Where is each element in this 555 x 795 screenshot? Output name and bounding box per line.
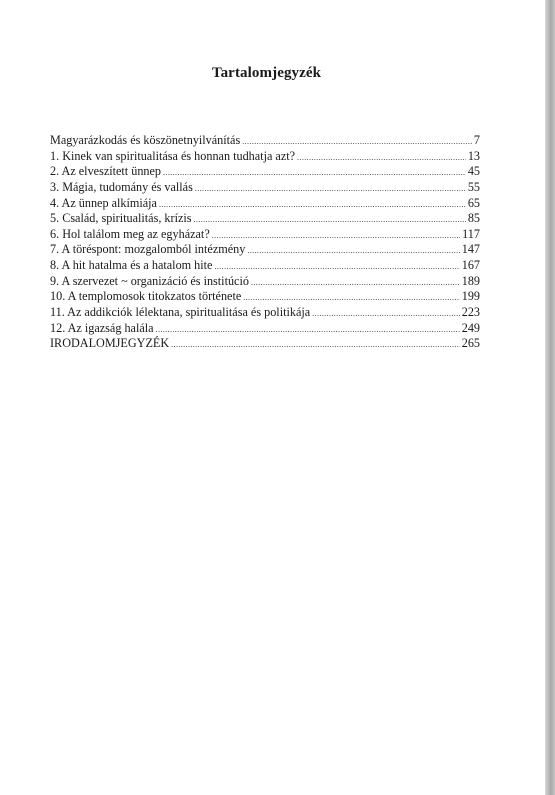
toc-entry xyxy=(50,305,480,321)
toc-entry-page-number: 167 xyxy=(461,258,480,273)
toc-entry-page-number: 199 xyxy=(461,289,480,304)
toc-entry xyxy=(50,164,480,180)
toc-entry-label: 1. Kinek van spiritualitása és honnan tudhatja azt? xyxy=(50,148,296,163)
dot-leader xyxy=(163,165,466,181)
toc-entry xyxy=(50,321,480,337)
toc-entry xyxy=(50,242,480,258)
table-of-contents xyxy=(50,133,480,352)
toc-entry-label: 7. A töréspont: mozgalomból intézmény xyxy=(50,242,246,257)
toc-entry-label: 5. Család, spiritualitás, krízis xyxy=(50,211,192,226)
toc-entry-page-number: 223 xyxy=(461,305,480,320)
dot-leader xyxy=(251,275,460,291)
dot-leader xyxy=(247,243,459,259)
toc-entry-page-number: 45 xyxy=(467,164,480,179)
toc-entry xyxy=(50,211,480,227)
toc-entry-label: 11. Az addikciók lélektana, spiritualitása és politikája xyxy=(50,305,311,320)
toc-entry xyxy=(50,258,480,274)
page-title: Tartalomjegyzék xyxy=(211,65,322,81)
toc-entry-page-number: 117 xyxy=(462,226,480,241)
toc-entry-label: IRODALOMJEGYZÉK xyxy=(50,336,170,351)
dot-leader xyxy=(312,306,460,322)
toc-entry-page-number: 13 xyxy=(467,148,480,163)
dot-leader xyxy=(242,134,472,150)
dot-leader xyxy=(159,197,466,213)
toc-entry xyxy=(50,180,480,196)
dot-leader xyxy=(156,322,460,338)
toc-entry-page-number: 189 xyxy=(461,273,480,288)
toc-entry xyxy=(50,149,480,165)
dot-leader xyxy=(214,259,459,275)
toc-entry-page-number: 55 xyxy=(467,179,480,194)
toc-entry xyxy=(50,289,480,305)
toc-entry-label: 8. A hit hatalma és a hatalom hite xyxy=(50,258,213,273)
toc-entry-page-number: 85 xyxy=(467,211,480,226)
dot-leader xyxy=(212,228,460,244)
toc-entry-page-number: 147 xyxy=(461,242,480,257)
dot-leader xyxy=(171,337,460,353)
toc-entry-label: 9. A szervezet ~ organizáció és institúció xyxy=(50,273,249,288)
page-edge-shadow xyxy=(545,0,555,795)
toc-entry xyxy=(50,274,480,290)
toc-entry-label: 12. Az igazság halála xyxy=(50,320,154,335)
toc-entry-label: 6. Hol találom meg az egyházat? xyxy=(50,226,210,241)
toc-entry-label: Magyarázkodás és köszönetnyilvánítás xyxy=(50,133,241,147)
toc-entry-label: 3. Mágia, tudomány és vallás xyxy=(50,179,193,194)
dot-leader xyxy=(243,290,459,306)
toc-entry-page-number: 265 xyxy=(461,336,480,351)
dot-leader xyxy=(297,150,466,166)
dot-leader xyxy=(195,181,466,197)
toc-entry-page-number: 65 xyxy=(467,195,480,210)
toc-entry xyxy=(50,196,480,212)
toc-entry-label: 4. Az ünnep alkímiája xyxy=(50,195,157,210)
toc-entry-label: 2. Az elveszített ünnep xyxy=(50,164,162,179)
toc-entry xyxy=(50,133,480,149)
toc-entry-label: 10. A templomosok titokzatos története xyxy=(50,289,242,304)
toc-entry xyxy=(50,336,480,352)
toc-entry-page-number: 7 xyxy=(473,133,480,147)
toc-entry xyxy=(50,227,480,243)
dot-leader xyxy=(194,212,466,228)
toc-entry-page-number: 249 xyxy=(461,320,480,335)
